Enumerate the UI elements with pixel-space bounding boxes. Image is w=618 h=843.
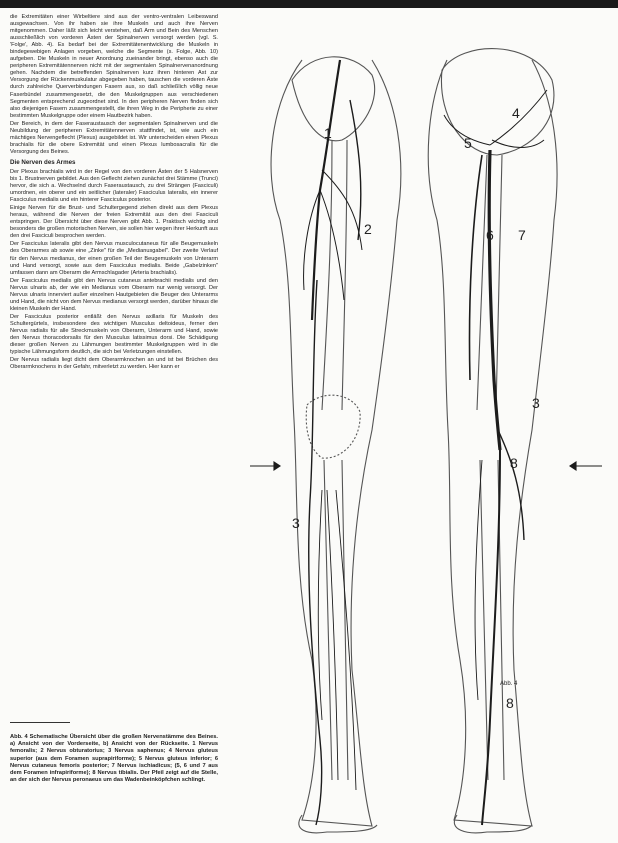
anatomy-figure bbox=[232, 20, 612, 838]
section-heading: Die Nerven des Armes bbox=[10, 158, 76, 166]
femoral-nerve bbox=[312, 60, 340, 320]
front-femur bbox=[322, 140, 347, 410]
paragraph-5: Der Fasciculus lateralis gibt den Nervus musculocutaneus für alle Beugemuskeln des Oberarmes ab sowie eine „Zinke" für die „Medianusgabel". Der zweite Verlauf für den Nervus medianus, der einen großen Teil der Beugemuskeln von Unterarm und Hand versorgt, sowie aus dem Fasciculus medialis. Beide „Gabelzinken" umfassen dann am Oberarm die Armschlagader (Arteria brachialis). bbox=[10, 241, 218, 276]
label-4-back: 4 bbox=[512, 105, 520, 121]
body-text-column bbox=[10, 14, 218, 834]
paragraph-4: Einige Nerven für die Brust- und Schultergegend ziehen direkt aus dem Plexus heraus, während die Nerven der freien Extremität aus den drei Fasciculi entspringen. Der Übersicht über diese Nerven gibt Abb. 1. Praktisch wichtig sind besonders die großen motorischen Nerven, sie sollen hier wegen ihrer Herkunft aus den drei Fasciculi besprochen werden. bbox=[10, 205, 218, 240]
leg-nerve-illustration bbox=[232, 20, 612, 838]
paragraph-3: Der Plexus brachialis wird in der Regel von den vorderen Ästen der 5 Halsnerven bis 1. Brustnerven gebildet. Aus den Geflecht ziehen zunächst drei Stämme (Trunci) hervor, die sich a. Wechselnd durch Faseraustausch, zu drei Strängen (Fasciculi) umordnen, ein oberer und ein seitlicher (lateraler) Fasciculus lateralis, ein innerer Fasciculus medialis und ein hinterer Fasciculus posterior. bbox=[10, 168, 218, 204]
paragraph-6: Der Fasciculus medialis gibt den Nervus cutaneus antebrachii medialis und den Nervus ulnaris ab, der wie ein Medianus vom Oberarm nur wenig versorgt. Der Nervus ulnaris innerviert außer einzelnen Hautgebieten die Beuger des Unterarms und Hand, die nicht von dem Nervus medianus versorgt werden, darüber hinaus die kleinen Muskeln der Hand. bbox=[10, 277, 218, 312]
front-foot bbox=[299, 815, 377, 833]
back-leg-outline bbox=[428, 60, 557, 826]
paragraph-1: die Extremitäten einer Wirbeltiere sind aus der ventro-ventralen Leibeswand ausgewachsen. Von ihr haben sie ihre Muskeln und auch ihre Nerven mitgenommen. Daher läßt sich leicht verstehen, daß Arm und Bein des Menschen ausschließlich von vorderen Ästen der Spinalnerven versorgt werden (vgl. S. 'Folge', Abb. 4). Es bedarf bei der Extremitätenentwicklung die Muskeln in bindegewebigen Anlagen vorgeben, welche die Segmente (s. Folge, Abb. 10) aufgeben. Die Muskeln in neuer Anordnung zueinander bringt, ebenso auch die peripheren Extremitätennerven nicht mit der segmentalen Spinalnervenanordnung gehen. Nachdem die betreffenden Spinalnerven kurz ihren hinteren Ast zur Versorgung der Rückenmuskulatur abgegeben haben, tauschen die vorderen Äste durch zahlreiche Querverbindungen Fasern aus, so daß schließlich völlig neue Faserbündel zusammengesetzt, die den Muskelgruppen aus verschiedenen Segmenten entsprechend zugeordnet sind. In den peripheren Nerven finden sich also diejenigen Fasern zusammengestellt, die ihren Weg in die Peripherie zu einer bestimmten Muskelgruppe oder einem Hautbezirk haben. bbox=[10, 14, 218, 119]
figure-label: Abb. 4 bbox=[500, 681, 518, 687]
label-1-front: 1 bbox=[324, 125, 332, 141]
back-tibia bbox=[480, 460, 504, 780]
paragraph-2: Der Bereich, in dem der Faseraustausch der segmentalen Spinalnerven und die Neubildung der peripheren Extremitätennerven stattfindet, ist, wie auch ein mächtiges Nervengeflecht (Plexus) ausgebildet ist. Wir unterscheiden einen Plexus brachialis für die obere Extremität und einen Plexus lumbosacralis für die Versorgung des Beines. bbox=[10, 120, 218, 155]
paragraph-7: Der Fasciculus posterior entläßt den Nervus axillaris für Muskeln des Schultergürtels, insbesondere des wichtigen Musculus deltoideus, ferner den Nervus radialis für alle Streckmuskeln von Oberarm, Unterarm und Hand, sowie den Nervus thoracodorsalis für den Musculus latissimus dorsi. Die Schädigung dieser großen Nerven zu Lähmungen bestimmter Muskelgruppen wird in die typische Lähmungsform deutlich, die sich bei Verletzungen einstellen. bbox=[10, 313, 218, 356]
top-bar bbox=[0, 0, 618, 8]
label-5-back: 5 bbox=[464, 135, 472, 151]
label-3-front: 3 bbox=[292, 515, 300, 531]
label-2-front: 2 bbox=[364, 221, 372, 237]
front-arrowhead bbox=[274, 462, 280, 470]
femoral-branches bbox=[304, 170, 362, 300]
back-arrowhead bbox=[570, 462, 576, 470]
label-7-back: 7 bbox=[518, 227, 526, 243]
paragraph-8: Der Nervus radialis liegt dicht dem Oberarmknochen an und ist bei Brüchen des Oberarmknochens in der Gefahr, mitverletzt zu werden. Hier kann er bbox=[10, 357, 218, 371]
caption-rule bbox=[10, 722, 70, 723]
front-lower-branches bbox=[318, 490, 356, 790]
front-knee bbox=[306, 395, 360, 458]
front-leg-outline bbox=[271, 60, 401, 826]
label-8-back-upper: 8 bbox=[510, 455, 518, 471]
label-6-back: 6 bbox=[486, 227, 494, 243]
posterior-cutaneous-nerve bbox=[470, 155, 483, 380]
figure-caption: Abb. 4 Schematische Übersicht über die großen Nervenstämme des Beines. a) Ansicht von der Vorderseite, b) Ansicht von der Rückseite. 1 Nervus femoralis; 2 Nervus obturatorius; 3 Nervus saphenus; 4 Nervus gluteus superior (aus dem Foramen suprapiriforme); 5 Nervus gluteus inferior; 6 Nervus cutaneus femoris posterior; 7 Nervus ischiadicus; (5, 6 und 7 aus dem Foramen infrapiriforme); 8 Nervus tibialis. Der Pfeil zeigt auf die Stelle, an der sich der Nervus peronaeus um das Wadenbeinköpfchen schlingt. bbox=[10, 734, 218, 784]
label-3-back: 3 bbox=[532, 395, 540, 411]
peroneal-nerve bbox=[498, 430, 524, 540]
back-foot bbox=[454, 815, 532, 833]
gluteal-nerves bbox=[444, 90, 547, 148]
label-8-back-lower: 8 bbox=[506, 695, 514, 711]
